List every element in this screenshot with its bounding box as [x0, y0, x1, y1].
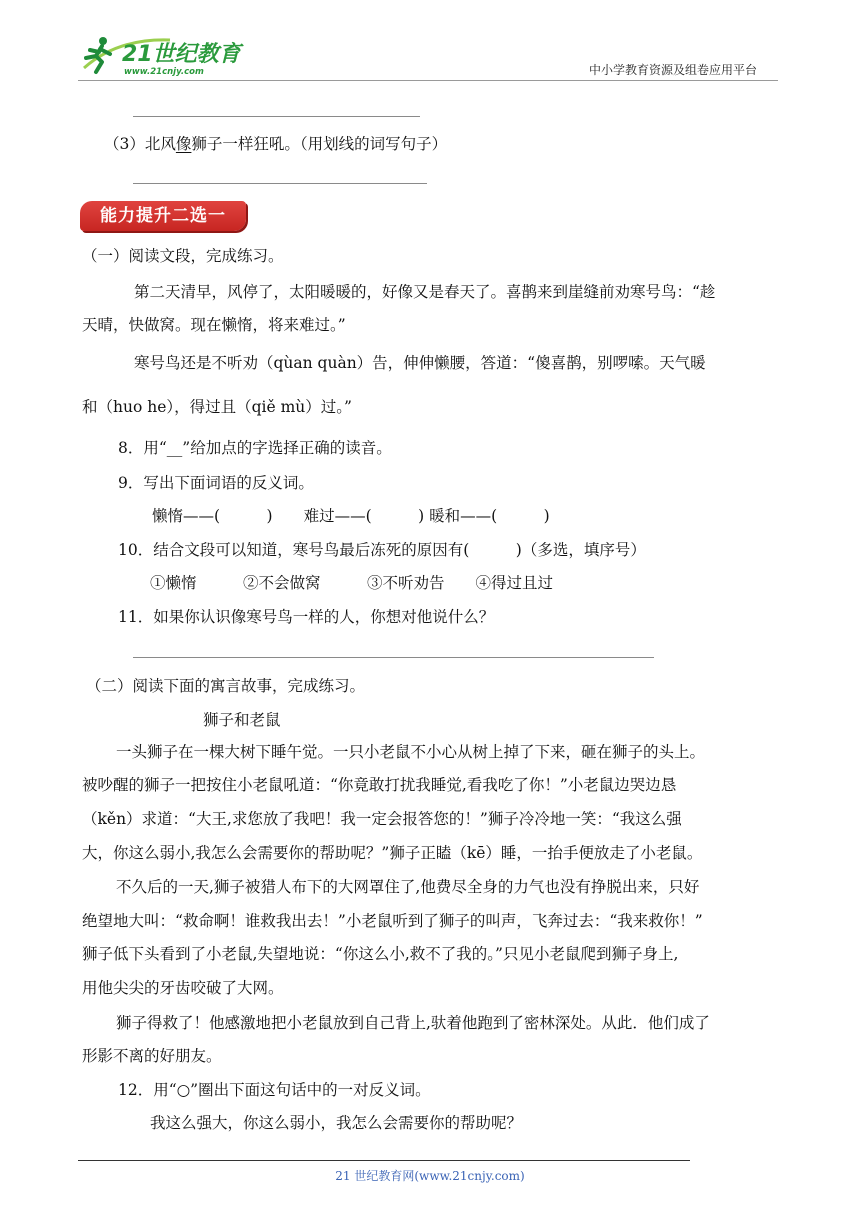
story-line: 绝望地大叫：“救命啊！谁救我出去！”小老鼠听到了狮子的叫声，飞奔过去：“我来救你！”: [82, 912, 703, 930]
story-line: 不久后的一天,狮子被猎人布下的大网罩住了,他费尽全身的力气也没有挣脱出来，只好: [116, 878, 700, 896]
site-logo: [78, 32, 248, 78]
footer-text: 21 世纪教育网(www.21cnjy.com): [335, 1169, 525, 1183]
story-line: （kěn）求道：“大王,求您放了我吧！我一定会报答您的！”狮子冷冷地一笑：“我这么强: [82, 810, 682, 828]
question-12: 12．用“○”圈出下面这句话中的一对反义词。: [118, 1081, 431, 1099]
question-9: 9．写出下面词语的反义词。: [118, 474, 314, 492]
question-10: 10．结合文段可以知道，寒号鸟最后冻死的原因有( )（多选，填序号）: [118, 541, 646, 559]
section-banner: 能力提升二选一: [80, 201, 246, 231]
passage-line: 寒号鸟还是不听劝（qùan quàn）告，伸伸懒腰，答道：“傻喜鹊，别啰嗦。天气暖: [134, 354, 706, 372]
header-divider: [78, 80, 778, 81]
story-line: 狮子得救了！他感激地把小老鼠放到自己背上,驮着他跑到了密林深处。从此．他们成了: [116, 1014, 710, 1032]
answer-line: [133, 183, 427, 184]
part1-heading: （一）阅读文段，完成练习。: [82, 247, 284, 265]
passage-line: 第二天清早，风停了，太阳暖暖的，好像又是春天了。喜鹊来到崖缝前劝寒号鸟：“趁: [134, 283, 716, 301]
question-12-sentence: 我这么强大，你这么弱小，我怎么会需要你的帮助呢？: [150, 1114, 523, 1132]
story-line: 一头狮子在一棵大树下睡午觉。一只小老鼠不小心从树上掉了下来，砸在狮子的头上。: [116, 743, 706, 761]
question-11: 11．如果你认识像寒号鸟一样的人，你想对他说什么？: [118, 608, 495, 626]
runner-icon: [86, 37, 110, 72]
question-3: （3）北风像狮子一样狂吼。（用划线的词写句子）: [104, 135, 448, 153]
question-9-items: 懒惰——( ) 难过——( ) 暖和——( ): [152, 507, 550, 525]
passage-line: 天晴，快做窝。现在懒惰，将来难过。”: [82, 316, 346, 334]
story-line: 形影不离的好朋友。: [82, 1047, 222, 1065]
answer-line: [133, 116, 420, 117]
svg-text:www.21cnjy.com: www.21cnjy.com: [124, 67, 204, 77]
underlined-word: 像: [175, 135, 192, 153]
part2-heading: （二）阅读下面的寓言故事，完成练习。: [86, 677, 366, 695]
story-line: 被吵醒的狮子一把按住小老鼠吼道：“你竟敢打扰我睡觉,看我吃了你！”小老鼠边哭边恳: [82, 776, 677, 794]
story-line: 大，你这么弱小,我怎么会需要你的帮助呢？”狮子正瞌（kē）睡，一抬手便放走了小老鼠。: [82, 844, 703, 862]
question-10-options: ①懒惰 ②不会做窝 ③不听劝告 ④得过且过: [150, 574, 554, 592]
header-tagline: 中小学教育资源及组卷应用平台: [589, 63, 758, 77]
story-line: 狮子低下头看到了小老鼠,失望地说：“你这么小,救不了我的。”只见小老鼠爬到狮子身上,: [82, 945, 679, 963]
svg-text:21世纪教育: 21世纪教育: [122, 42, 241, 67]
answer-line: [133, 657, 654, 658]
footer-divider: [78, 1160, 690, 1161]
story-line: 用他尖尖的牙齿咬破了大网。: [82, 979, 284, 997]
passage-line: 和（huo he），得过且（qiě mù）过。”: [82, 398, 352, 416]
question-8: 8．用“__”给加点的字选择正确的读音。: [118, 439, 392, 457]
story-title: 狮子和老鼠: [203, 711, 281, 729]
